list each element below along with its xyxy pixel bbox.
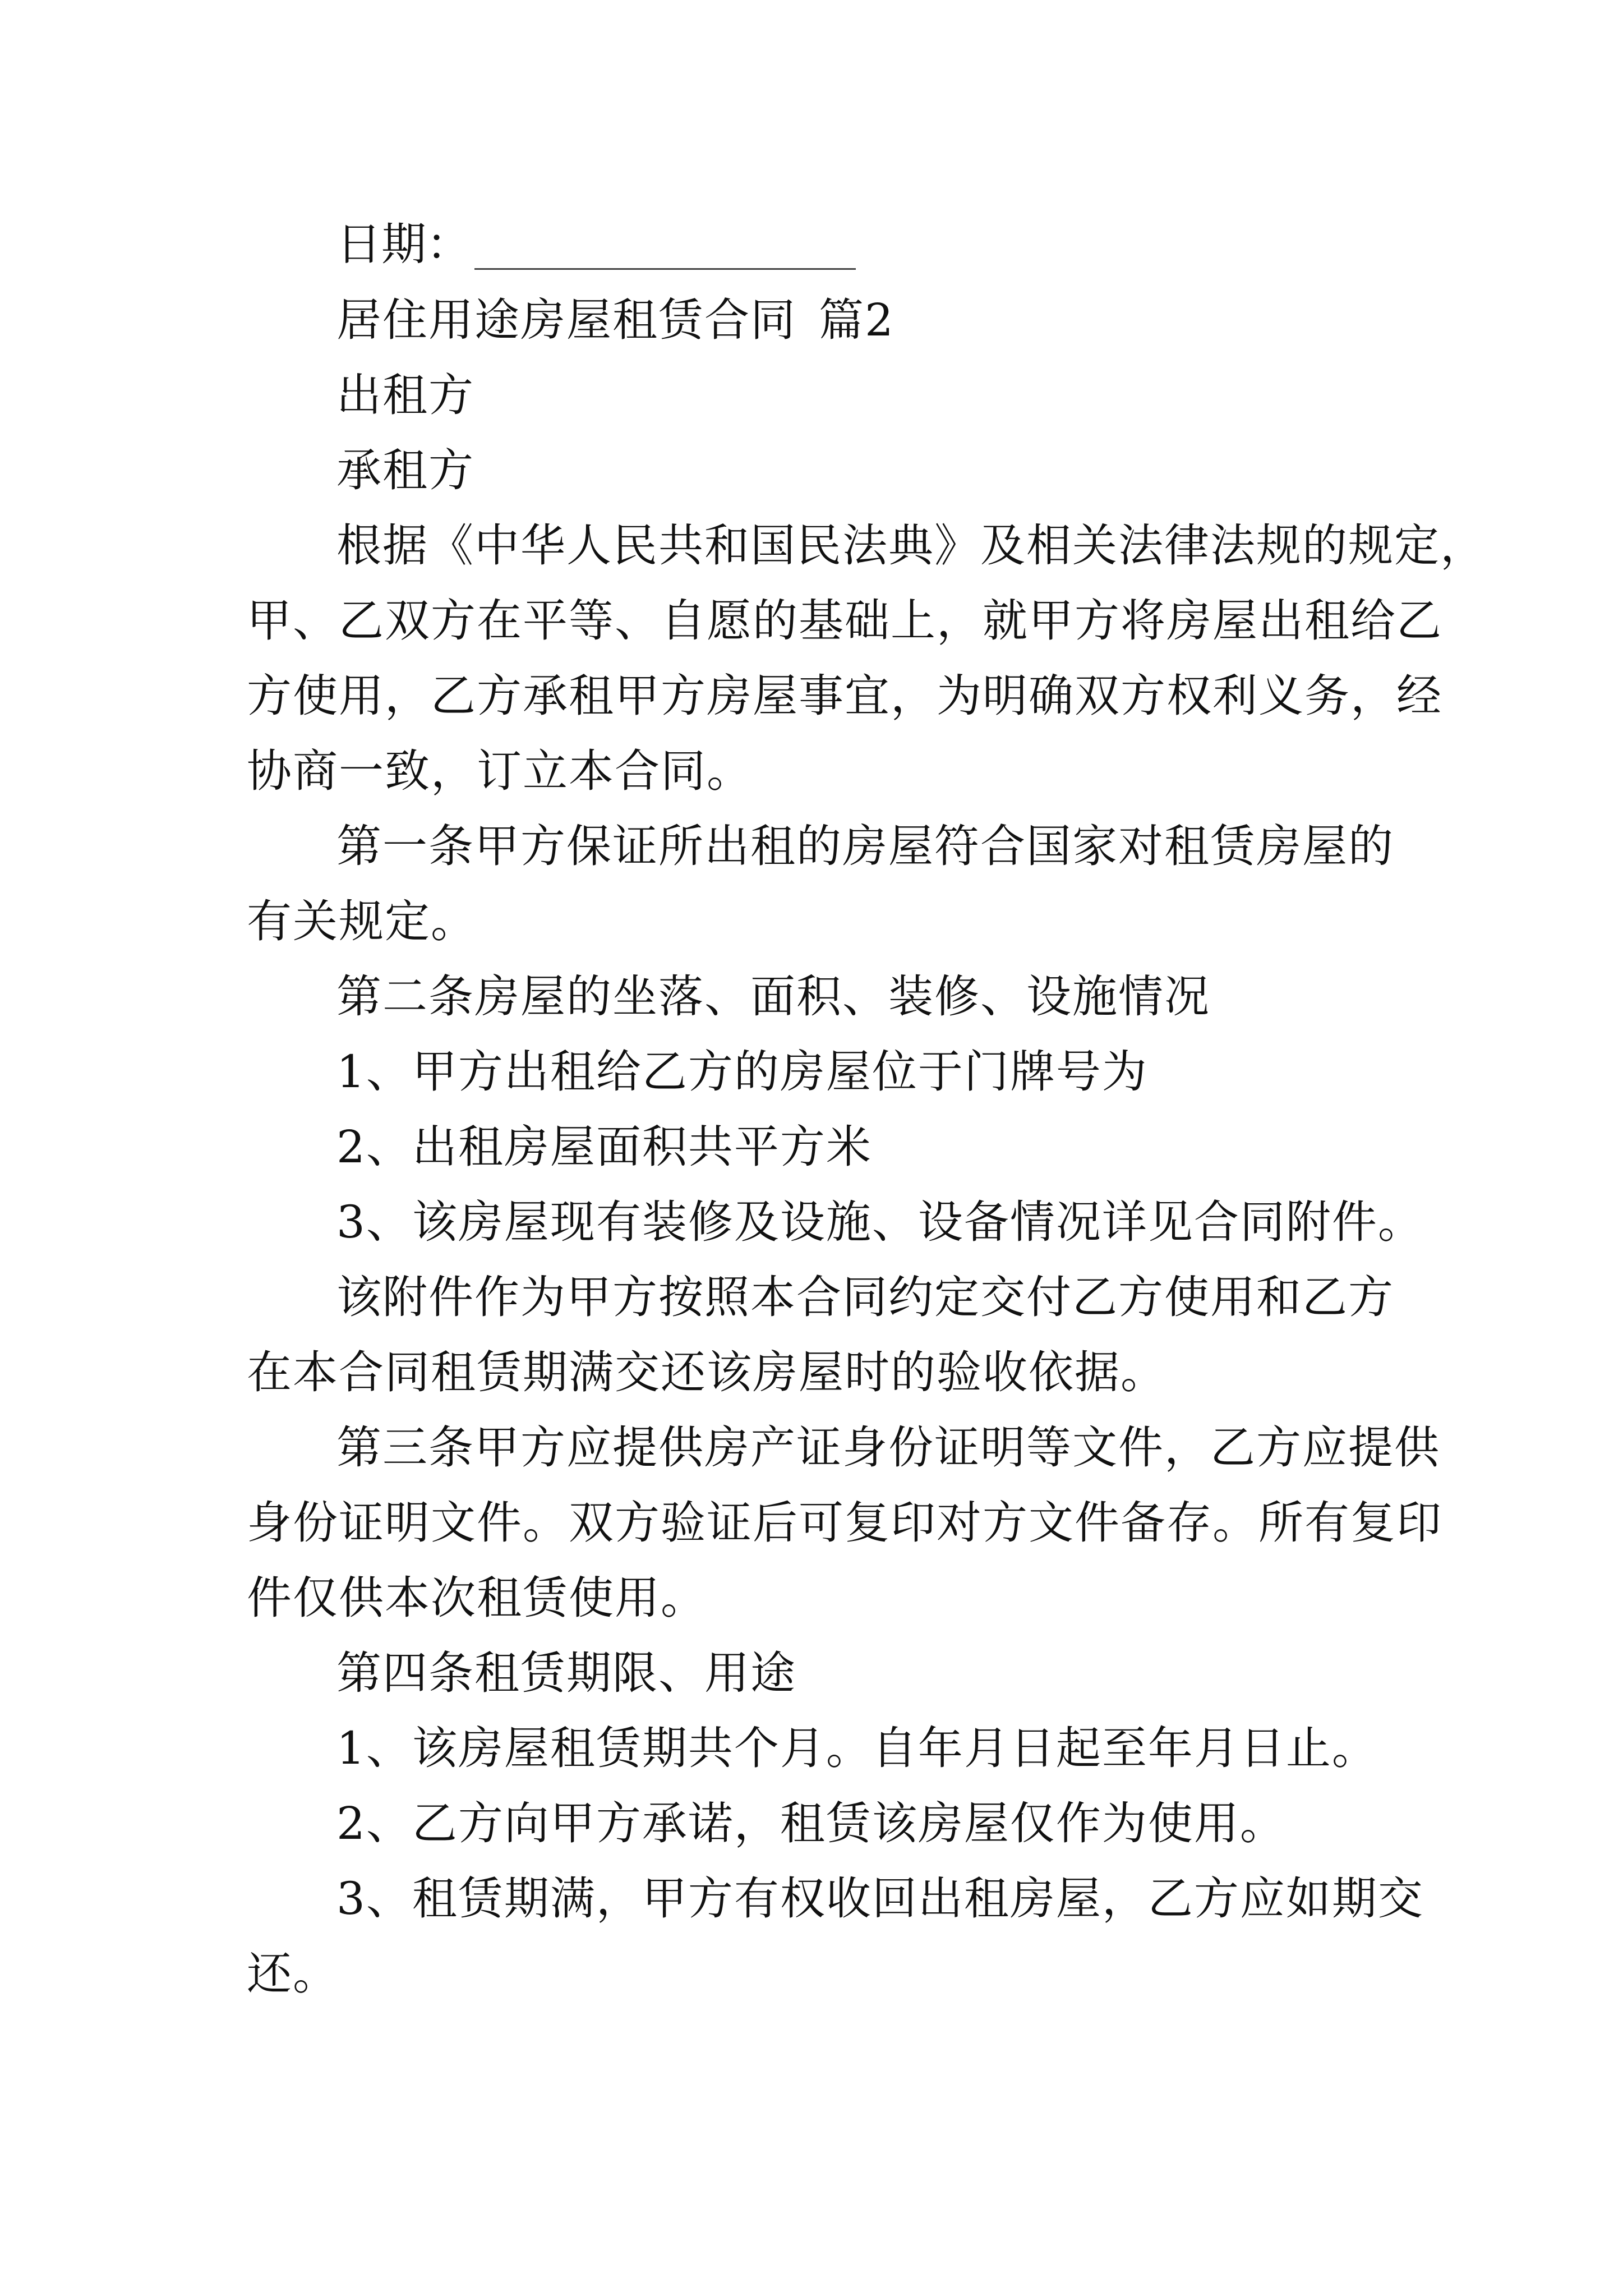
date-field <box>336 218 856 272</box>
date-label: 日期： <box>336 218 471 270</box>
paragraph-line: 还。 <box>247 1948 339 2000</box>
list-item: 1、该房屋租赁期共个月。自年月日起至年月日止。 <box>336 1722 1378 1774</box>
paragraph-line: 根据《中华人民共和国民法典》及相关法律法规的规定， <box>336 519 1486 572</box>
article-heading: 第四条租赁期限、用途 <box>336 1647 796 1699</box>
lessee-label: 承租方 <box>336 444 474 496</box>
date-blank-line <box>474 268 856 270</box>
list-item: 1、甲方出租给乙方的房屋位于门牌号为 <box>336 1046 1148 1098</box>
paragraph-line: 方使用，乙方承租甲方房屋事宜，为明确双方权利义务，经 <box>247 670 1442 722</box>
paragraph-line: 在本合同租赁期满交还该房屋时的验收依据。 <box>247 1346 1166 1398</box>
paragraph-line: 协商一致，订立本合同。 <box>247 745 753 797</box>
paragraph-line: 该附件作为甲方按照本合同约定交付乙方使用和乙方 <box>336 1271 1394 1323</box>
list-item: 2、乙方向甲方承诺，租赁该房屋仅作为使用。 <box>336 1797 1286 1849</box>
paragraph-line: 有关规定。 <box>247 895 477 947</box>
list-item: 3、租赁期满，甲方有权收回出租房屋，乙方应如期交 <box>336 1872 1424 1925</box>
lessor-label: 出租方 <box>336 369 474 421</box>
paragraph-line: 身份证明文件。双方验证后可复印对方文件备存。所有复印 <box>247 1497 1442 1549</box>
paragraph-line: 件仅供本次租赁使用。 <box>247 1572 707 1624</box>
list-item: 3、该房屋现有装修及设施、设备情况详见合同附件。 <box>336 1196 1424 1248</box>
contract-heading <box>336 293 1391 347</box>
heading-suffix: 篇2 <box>819 294 895 346</box>
paragraph-line: 甲、乙双方在平等、自愿的基础上，就甲方将房屋出租给乙 <box>247 595 1442 647</box>
heading-title: 居住用途房屋租赁合同 <box>336 294 796 346</box>
list-item: 2、出租房屋面积共平方米 <box>336 1121 872 1173</box>
paragraph-line: 第一条甲方保证所出租的房屋符合国家对租赁房屋的 <box>336 820 1394 872</box>
paragraph-line: 第三条甲方应提供房产证身份证明等文件，乙方应提供 <box>336 1421 1440 1474</box>
article-heading: 第二条房屋的坐落、面积、装修、设施情况 <box>336 970 1210 1023</box>
